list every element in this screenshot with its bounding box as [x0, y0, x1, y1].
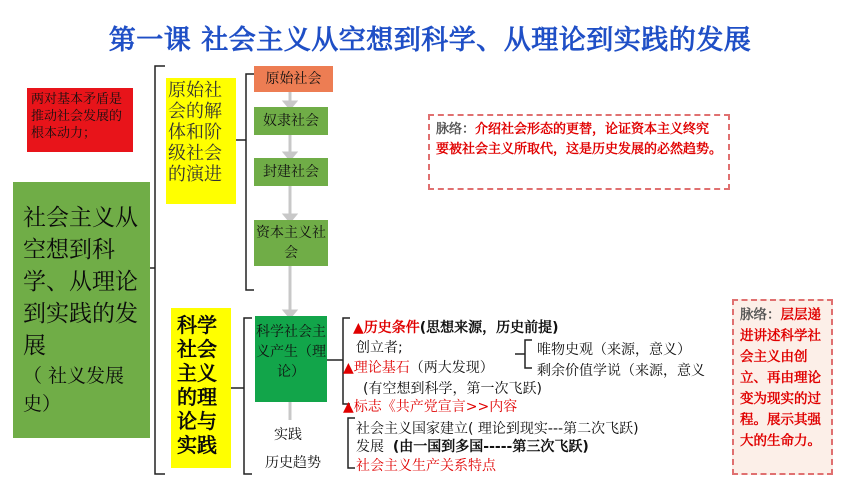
historical-conditions: [353, 317, 559, 337]
manifesto-mark: ▲标志《共产党宣言>>内容: [343, 399, 518, 415]
contradiction-note: 两对基本矛盾是推动社会发展的根本动力；: [27, 88, 133, 152]
theory-basis: [343, 357, 494, 377]
note2-text: 层层递进讲述科学社会主义由创立、再由理论变为现实的过程。展示其强大的生命力。: [740, 307, 821, 449]
section-label-social-forms: 原始社会的解体和阶级社会的演进: [166, 78, 236, 204]
conditions-detail: (思想来源，历史前提): [419, 320, 559, 336]
basis-detail: （两大发现）: [409, 360, 494, 376]
stage-slave-society: 奴隶社会: [254, 107, 328, 135]
practice-establishment: 社会主义国家建立( 理论到现实---第二次飞跃): [356, 421, 639, 437]
main-topic-box: [13, 182, 150, 438]
conditions-label: ▲历史条件: [353, 320, 420, 336]
practice-development: [356, 436, 589, 456]
stage-primitive-society: 原始社会: [254, 66, 333, 92]
note1-text: 介绍社会形态的更替，论证资本主义终究要被社会主义所取代，这是历史发展的必然趋势。: [436, 122, 723, 157]
context-note-1: [428, 114, 730, 190]
section-label-scientific-socialism: 科学社会主义的理论与实践: [171, 308, 231, 468]
development-label: 发展: [356, 439, 384, 455]
page-title: 第一课 社会主义从空想到科学、从理论到实践的发展: [108, 25, 752, 56]
production-relations: 社会主义生产关系特点: [356, 458, 496, 474]
discovery-materialism: 唯物史观（来源，意义）: [537, 342, 691, 358]
basis-label: ▲理论基石: [343, 360, 410, 376]
label-historical-trend: 历史趋势: [265, 455, 321, 471]
main-topic-subtitle: （ 社义发展史）: [23, 365, 125, 415]
discovery-surplus-value: 剩余价值学说（来源，意义: [537, 363, 705, 379]
stage-capitalist-society: 资本主义社会: [254, 220, 328, 266]
third-leap: (由一国到多国-----第三次飞跃): [392, 439, 589, 455]
founder: 创立者;: [356, 340, 403, 356]
note2-label: 脉络：: [740, 307, 781, 323]
main-topic-text: 社会主义从空想到科学、从理论到实践的发展: [23, 205, 138, 359]
context-note-2: [732, 299, 833, 475]
first-leap: (有空想到科学，第一次飞跃): [363, 381, 542, 397]
stage-feudal-society: 封建社会: [254, 158, 328, 186]
note1-label: 脉络：: [436, 122, 476, 137]
stage-scientific-socialism: 科学社会主义产生（理论）: [255, 316, 327, 402]
label-practice: 实践: [274, 427, 302, 443]
